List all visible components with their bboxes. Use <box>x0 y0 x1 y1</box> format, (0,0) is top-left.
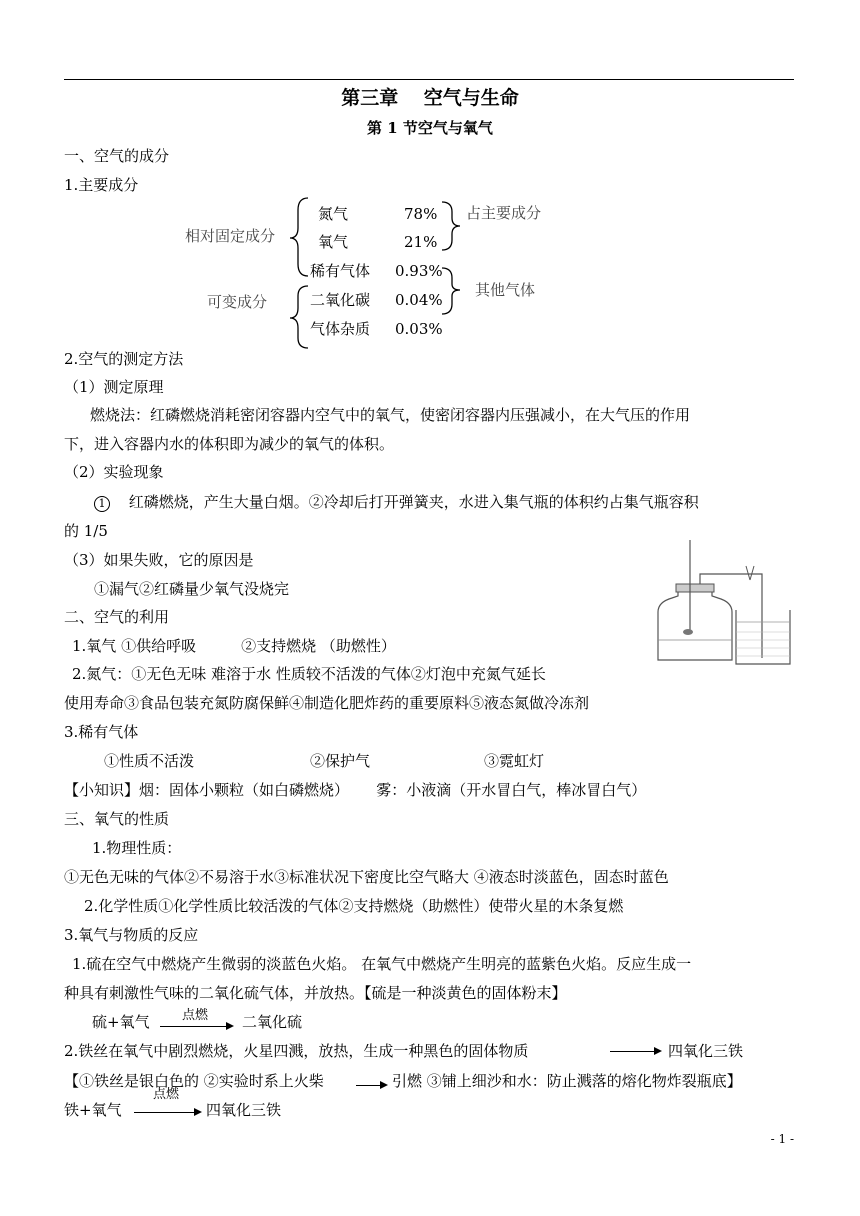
main-brace <box>442 202 460 250</box>
sulfur-line: 1.硫在空气中燃烧产生微弱的淡蓝色火焰。 在氧气中燃烧产生明亮的蓝紫色火焰。反应生成一 <box>72 955 692 973</box>
section-title: 第 1 节空气与氧气 <box>367 119 493 137</box>
uses-heading: 二、空气的利用 <box>64 608 170 626</box>
nitrogen-uses-line: 2.氮气：①无色无味 难溶于水 性质较不活泼的气体②灯泡中充氮气延长 <box>72 665 546 683</box>
iron-equation-condition: 点燃 <box>152 1087 179 1102</box>
chemical-props-line: 2.化学性质①化学性质比较活泼的气体②支持燃烧（助燃性）使带火星的木条复燃 <box>84 897 624 915</box>
sulfur-equation-arrow <box>160 1026 226 1027</box>
component-value: 0.03% <box>395 320 443 338</box>
sulfur-equation-arrowhead <box>226 1022 234 1030</box>
sulfur-equation-right: 二氧化硫 <box>242 1013 303 1031</box>
physical-props-heading: 1.物理性质： <box>92 839 182 857</box>
measurement-heading: 2.空气的测定方法 <box>64 350 184 368</box>
component-name: 氧气 <box>318 233 349 251</box>
sulfur-equation-condition: 点燃 <box>181 1008 208 1023</box>
composition-heading: 一、空气的成分 <box>64 147 170 165</box>
physical-props-line: ①无色无味的气体②不易溶于水③标准状况下密度比空气略大 ④液态时淡蓝色，固态时蓝色 <box>64 868 669 886</box>
right-braces <box>440 198 466 338</box>
oxygen-uses-line: 1.氧气 ①供给呼吸 ②支持燃烧 （助燃性） <box>72 637 396 655</box>
gas-bottle <box>658 590 732 660</box>
oxygen-props-heading: 三、氧气的性质 <box>64 810 170 828</box>
component-name: 氮气 <box>318 205 349 223</box>
page-number: - 1 - <box>770 1132 794 1146</box>
other-brace <box>442 268 460 314</box>
iron-notes-b: 引燃 ③铺上细沙和水：防止溅落的熔化物炸裂瓶底】 <box>392 1072 742 1090</box>
noble-gas-use: ③霓虹灯 <box>484 752 545 770</box>
component-name: 气体杂质 <box>310 320 371 338</box>
phenomenon-line: 1 红磷燃烧，产生大量白烟。②冷却后打开弹簧夹，水进入集气瓶的体积约占集气瓶容积 <box>94 492 699 512</box>
clamp <box>746 566 754 580</box>
stopper <box>676 584 714 592</box>
component-value: 0.93% <box>395 262 443 280</box>
sulfur-line: 种具有刺激性气味的二氧化硫气体，并放热。【硫是一种淡黄色的固体粉末】 <box>64 984 567 1002</box>
iron-line: 2.铁丝在氧气中剧烈燃烧，火星四溅，放热，生成一种黑色的固体物质 <box>64 1042 529 1060</box>
fixed-brace <box>290 198 308 276</box>
tip-line: 【小知识】烟：固体小颗粒（如白磷燃烧） 雾：小液滴（开水冒白气，棒冰冒白气） <box>64 781 647 799</box>
iron-arrow <box>610 1051 656 1052</box>
main-components-heading: 1.主要成分 <box>64 176 139 194</box>
iron-arrowhead <box>654 1047 662 1055</box>
noble-gas-use: ①性质不活泼 <box>104 752 195 770</box>
phenomenon-heading: （2）实验现象 <box>64 463 164 481</box>
sulfur-equation-left: 硫+氧气 <box>92 1013 150 1031</box>
iron-equation-arrow <box>134 1112 194 1113</box>
nitrogen-uses-line: 使用寿命③食品包装充氮防腐保鲜④制造化肥炸药的重要原料⑤液态氮做冷冻剂 <box>64 694 590 712</box>
apparatus-illustration <box>650 540 800 670</box>
iron-notes-arrow <box>356 1085 382 1086</box>
principle-line: 燃烧法：红磷燃烧消耗密闭容器内空气中的氧气，使密闭容器内压强减小，在大气压的作用 <box>90 406 691 424</box>
component-name: 稀有气体 <box>310 262 371 280</box>
noble-gas-heading: 3.稀有气体 <box>64 723 139 741</box>
component-value: 0.04% <box>395 291 443 309</box>
failure-line: ①漏气②红磷量少氧气没烧完 <box>94 580 290 598</box>
component-value: 78% <box>404 205 438 223</box>
iron-equation-right: 四氧化三铁 <box>206 1101 282 1119</box>
reactions-heading: 3.氧气与物质的反应 <box>64 926 199 944</box>
principle-line: 下，进入容器内水的体积即为减少的氧气的体积。 <box>64 435 395 453</box>
iron-notes-arrowhead <box>380 1081 388 1089</box>
iron-equation-arrowhead <box>194 1108 202 1116</box>
circled-number: 1 <box>94 496 110 512</box>
component-name: 二氧化碳 <box>310 291 371 309</box>
principle-heading: （1）测定原理 <box>64 378 164 396</box>
failure-heading: （3）如果失败，它的原因是 <box>64 551 254 569</box>
component-value: 21% <box>404 233 438 251</box>
fixed-components-label: 相对固定成分 <box>185 227 276 245</box>
iron-product: 四氧化三铁 <box>668 1042 744 1060</box>
main-components-label: 占主要成分 <box>466 204 542 222</box>
iron-equation-left: 铁+氧气 <box>64 1101 122 1119</box>
phenomenon-line: 的 1/5 <box>64 522 108 540</box>
other-gases-label: 其他气体 <box>475 281 536 299</box>
chapter-title: 第三章 空气与生命 <box>341 87 519 109</box>
noble-gas-use: ②保护气 <box>310 752 371 770</box>
variable-components-label: 可变成分 <box>207 293 268 311</box>
iron-notes-a: 【①铁丝是银白色的 ②实验时系上火柴 <box>64 1072 324 1090</box>
header-rule <box>64 79 794 80</box>
variable-brace <box>290 286 308 348</box>
spoon <box>683 629 693 635</box>
